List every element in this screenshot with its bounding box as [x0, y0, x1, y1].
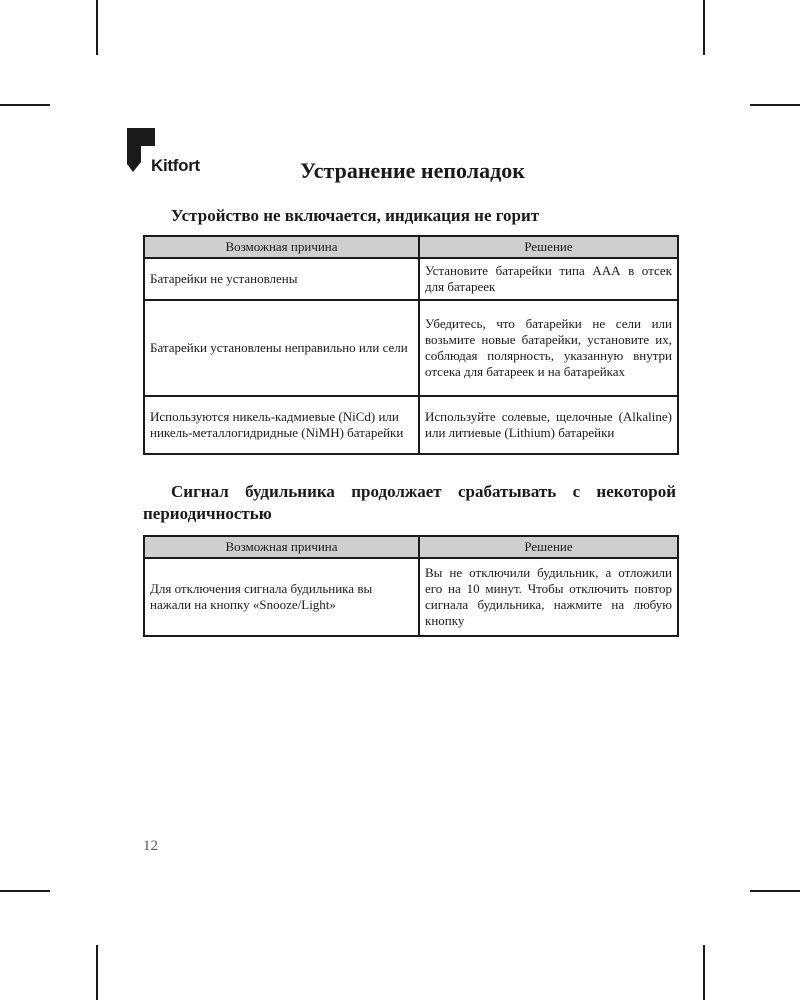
cause-cell: Батарейки установлены неправильно или сели [144, 300, 419, 396]
column-header-solution: Решение [419, 236, 678, 258]
brand-logo [127, 128, 217, 178]
table-header-row [144, 236, 678, 258]
crop-mark-bottom-right [703, 945, 705, 1000]
section-heading: Устройство не включается, индикация не горит [171, 206, 540, 225]
crop-mark-right-bottom [750, 890, 800, 892]
cause-cell: Для отключения сигнала будильника вы нажали на кнопку «Snooze/Light» [144, 558, 419, 636]
crop-mark-top-left [96, 0, 98, 55]
table-row [144, 558, 678, 636]
column-header-cause: Возможная причина [144, 536, 419, 558]
cause-cell: Батарейки не установлены [144, 258, 419, 300]
solution-cell: Убедитесь, что батарейки не сели или возьмите новые батарейки, установите их, соблюдая полярность, указанную внутри отсека для батареек и на батарейках [419, 300, 678, 396]
page-number: 12 [143, 838, 158, 854]
crop-mark-right-top [750, 104, 800, 106]
troubleshooting-table [143, 535, 679, 637]
column-header-cause: Возможная причина [144, 236, 419, 258]
solution-cell: Вы не отключили будильник, а отложили его на 10 минут. Чтобы отключить повтор сигнала будильника, нажмите на любую кнопку [419, 558, 678, 636]
crop-mark-top-right [703, 0, 705, 55]
crop-mark-left-bottom [0, 890, 50, 892]
solution-cell: Используйте солевые, щелочные (Alkaline) или литиевые (Lithium) батарейки [419, 396, 678, 454]
table-row [144, 258, 678, 300]
crop-mark-bottom-left [96, 945, 98, 1000]
page-title: Устранение неполадок [300, 158, 525, 183]
table-header-row [144, 536, 678, 558]
troubleshooting-table [143, 235, 679, 455]
brand-name: Kitfort [151, 156, 200, 175]
table-row [144, 300, 678, 396]
column-header-solution: Решение [419, 536, 678, 558]
crop-mark-left-top [0, 104, 50, 106]
solution-cell: Установите батарейки типа ААА в отсек для батареек [419, 258, 678, 300]
cause-cell: Используются никель-кадмиевые (NiCd) или никель-металлогидридные (NiMH) батарейки [144, 396, 419, 454]
table-row [144, 396, 678, 454]
section-heading: Сигнал будильника продолжает срабатывать с некоторой периодичностью [143, 482, 676, 523]
